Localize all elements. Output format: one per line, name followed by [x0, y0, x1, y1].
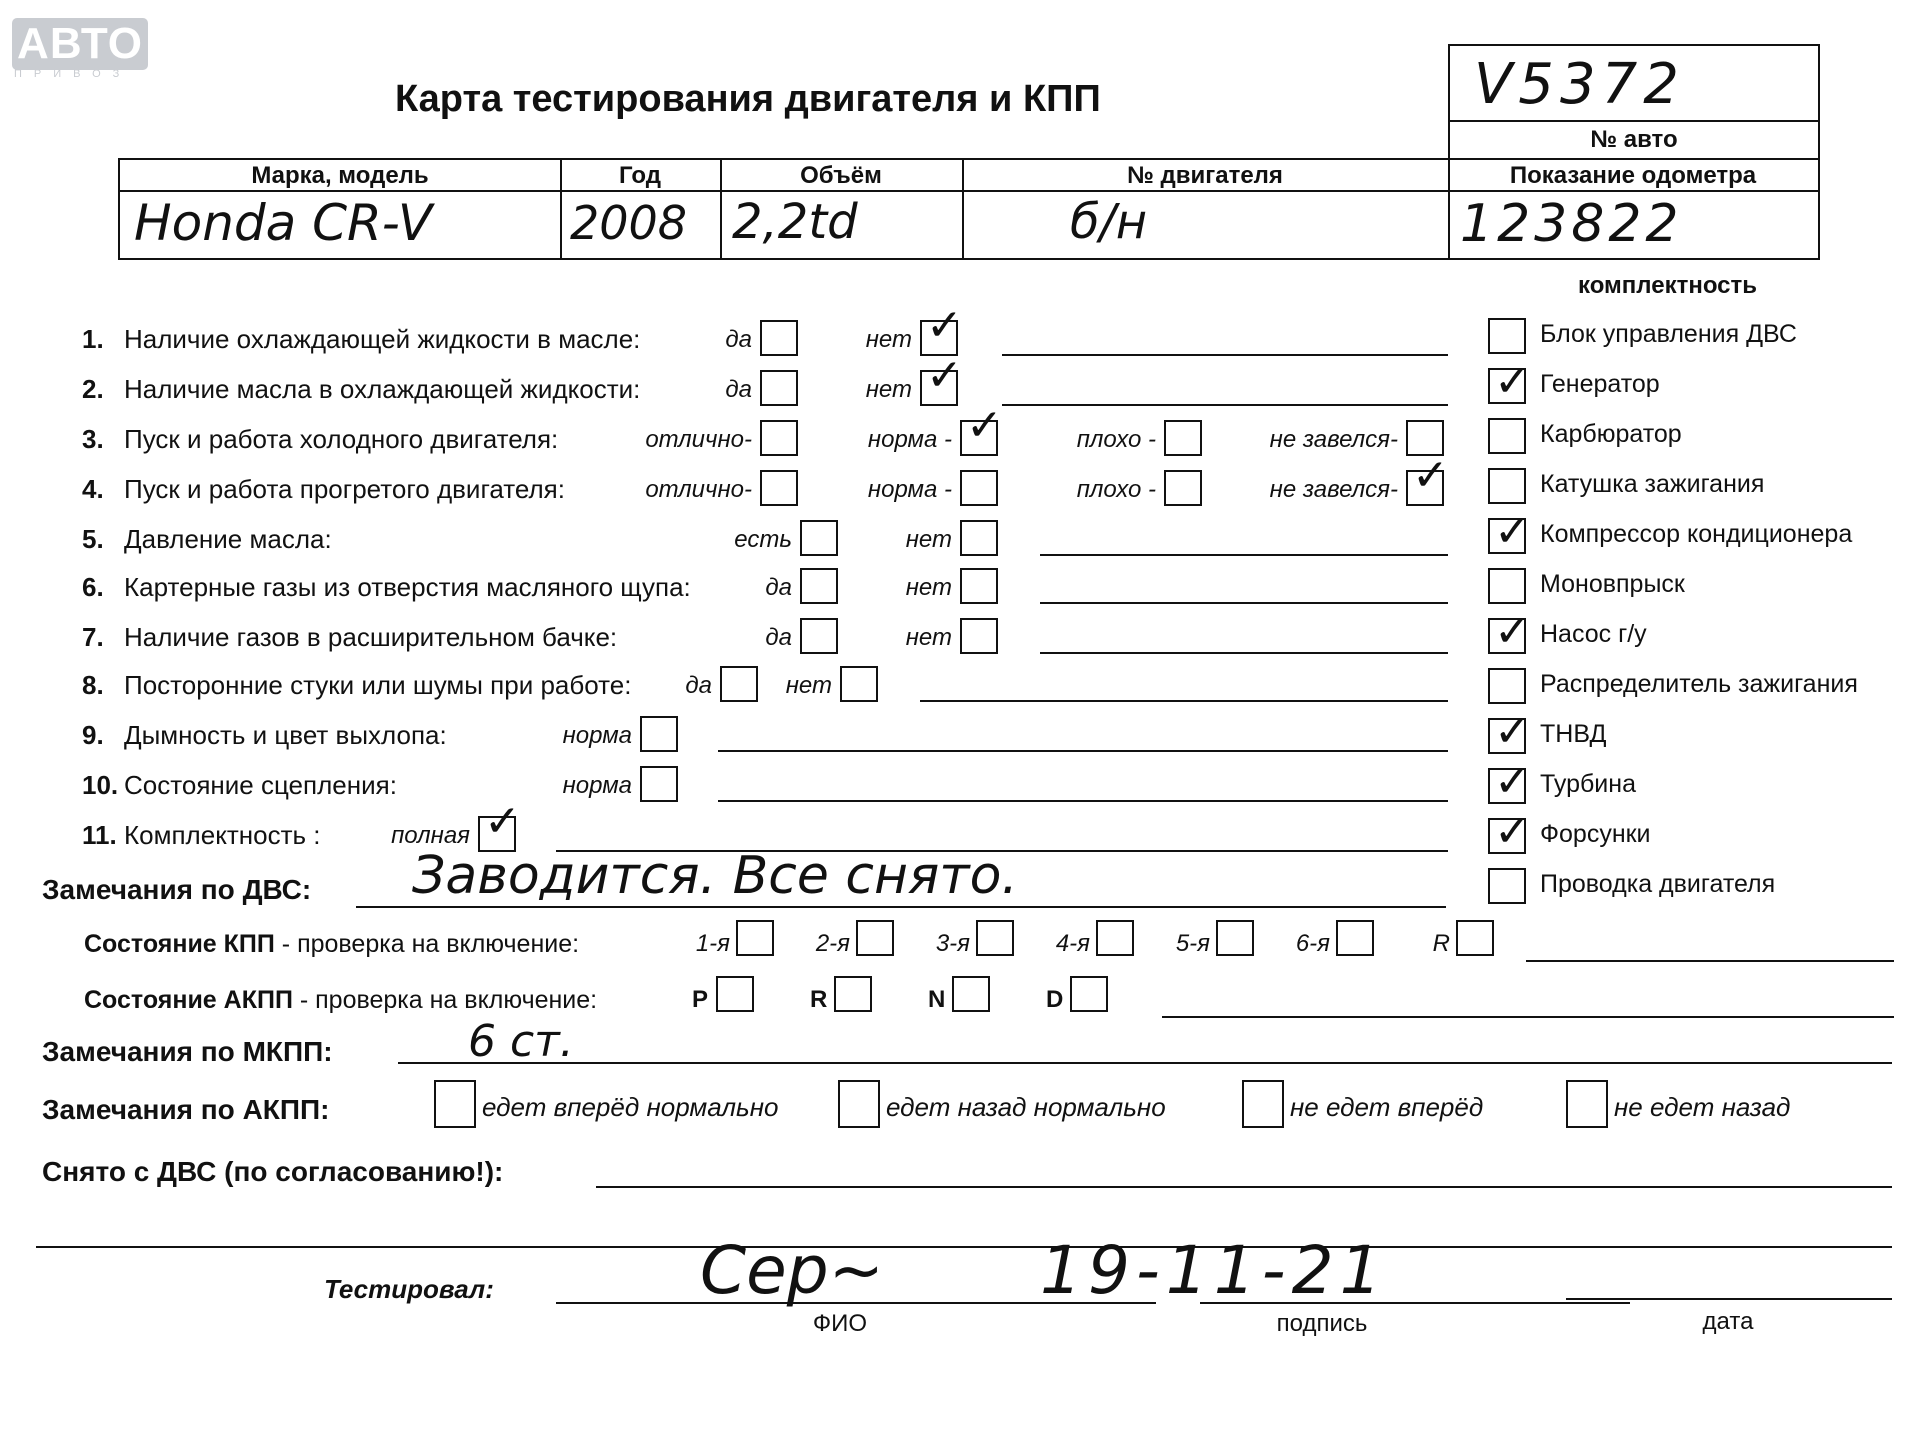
mkpp-notes-label: Замечания по МКПП:: [42, 1036, 333, 1067]
akpp-mode-label: P: [692, 986, 709, 1013]
check-mark-icon: ✓: [926, 300, 963, 351]
option-checkbox[interactable]: [840, 666, 878, 702]
date-line: [1566, 1298, 1892, 1300]
option-checkbox[interactable]: [1164, 420, 1202, 456]
year-header: Год: [619, 162, 661, 189]
option-label: норма -: [867, 426, 952, 453]
akpp-notes-label: Замечания по АКПП:: [42, 1094, 330, 1125]
answer-line: [1002, 354, 1448, 356]
question-number: 7.: [82, 622, 104, 652]
option-label: отлично-: [645, 426, 752, 453]
engine-no-value: б/н: [1070, 194, 1148, 250]
option-label: не завелся-: [1269, 476, 1398, 503]
gear-checkbox[interactable]: [856, 920, 894, 956]
gear-checkbox[interactable]: [1216, 920, 1254, 956]
kit-item-label: Блок управления ДВС: [1540, 320, 1797, 348]
kit-checkbox[interactable]: [1488, 568, 1526, 604]
option-checkbox[interactable]: [640, 716, 678, 752]
year-value: 2008: [570, 196, 688, 250]
question-number: 4.: [82, 474, 104, 504]
question-text: Пуск и работа холодного двигателя:: [124, 424, 559, 454]
answer-line: [1040, 602, 1448, 604]
question-text: Наличие охлаждающей жидкости в масле:: [124, 324, 641, 354]
signature-value[interactable]: Сер~: [700, 1232, 884, 1309]
akpp-mode-checkbox[interactable]: [952, 976, 990, 1012]
car-number-label: № авто: [1590, 126, 1678, 153]
akpp-label-rest: - проверка на включение:: [292, 986, 598, 1014]
odometer-value: 123822: [1460, 194, 1683, 254]
answer-line: [1040, 652, 1448, 654]
check-mark-icon: ✓: [1494, 606, 1531, 657]
kit-title: комплектность: [1578, 272, 1758, 299]
answer-line: [920, 700, 1448, 702]
engine-notes-line: [356, 906, 1446, 908]
option-checkbox[interactable]: [960, 618, 998, 654]
question-text: Посторонние стуки или шумы при работе:: [124, 670, 632, 700]
car-number-box: [1448, 44, 1820, 160]
akpp-note-checkbox[interactable]: [1566, 1080, 1608, 1128]
option-label: нет: [865, 376, 912, 403]
kit-item-label: ТНВД: [1540, 720, 1607, 748]
option-label: норма: [562, 722, 632, 749]
engine-notes-label: Замечания по ДВС:: [42, 874, 312, 905]
gear-label: R: [1432, 930, 1450, 957]
gear-checkbox[interactable]: [1336, 920, 1374, 956]
gear-label: 5-я: [1175, 930, 1210, 957]
option-checkbox[interactable]: [1406, 450, 1449, 506]
mkpp-notes-value[interactable]: 6 ст.: [468, 1016, 574, 1067]
question-text: Пуск и работа прогретого двигателя:: [124, 474, 565, 504]
option-label: да: [725, 326, 752, 353]
question-text: Состояние сцепления:: [124, 770, 397, 800]
option-label: полная: [391, 822, 470, 849]
option-label: норма -: [867, 476, 952, 503]
question-number: 2.: [82, 374, 104, 404]
akpp-line: [1162, 1016, 1894, 1018]
caption-name: ФИО: [812, 1310, 868, 1337]
option-checkbox[interactable]: [920, 350, 963, 406]
brand-logo-subtitle: ПРИВОЗ: [14, 68, 132, 80]
kit-item-label: Генератор: [1540, 370, 1660, 398]
engine-no-header: № двигателя: [1127, 162, 1283, 189]
option-label: нет: [905, 624, 952, 651]
option-label: нет: [865, 326, 912, 353]
kit-item-label: Турбина: [1540, 770, 1636, 798]
caption-sign: подпись: [1276, 1310, 1368, 1337]
make-model-value: Honda CR-V: [134, 194, 433, 252]
caption-date: дата: [1702, 1308, 1754, 1335]
kit-checkbox[interactable]: [1488, 418, 1526, 454]
odometer-header: Показание одометра: [1509, 162, 1757, 189]
check-mark-icon: ✓: [1494, 806, 1531, 857]
kpp-label-bold: Состояние КПП: [84, 930, 275, 958]
akpp-note-label: не едет назад: [1614, 1092, 1791, 1122]
akpp-mode-checkbox[interactable]: [834, 976, 872, 1012]
check-mark-icon: ✓: [484, 796, 521, 847]
date-value[interactable]: 19-11-21: [1040, 1232, 1388, 1309]
gear-label: 6-я: [1295, 930, 1330, 957]
check-mark-icon: ✓: [1494, 706, 1531, 757]
gear-label: 1-я: [695, 930, 730, 957]
option-label: отлично-: [645, 476, 752, 503]
option-checkbox[interactable]: [960, 400, 1003, 456]
question-text: Дымность и цвет выхлопа:: [124, 720, 447, 750]
akpp-label-bold: Состояние АКПП: [84, 986, 293, 1014]
akpp-mode-label: R: [810, 986, 828, 1013]
car-number-value: V5372: [1474, 52, 1685, 117]
kit-checkbox[interactable]: [1488, 506, 1531, 557]
check-mark-icon: ✓: [1494, 506, 1531, 557]
gear-checkbox[interactable]: [736, 920, 774, 956]
option-label: нет: [905, 526, 952, 553]
kit-checkbox[interactable]: [1488, 606, 1531, 657]
option-label: да: [765, 624, 792, 651]
question-text: Комплектность :: [124, 820, 321, 850]
kit-item-label: Форсунки: [1540, 820, 1651, 848]
question-number: 8.: [82, 670, 104, 700]
question-number: 5.: [82, 524, 104, 554]
gear-checkbox[interactable]: [976, 920, 1014, 956]
removed-label: Снято с ДВС (по согласованию!):: [42, 1156, 504, 1187]
question-number: 1.: [82, 324, 104, 354]
question-number: 11.: [82, 820, 117, 850]
kit-item-label: Моновпрыск: [1540, 570, 1685, 598]
answer-line: [1002, 404, 1448, 406]
answer-line: [1040, 554, 1448, 556]
akpp-note-checkbox[interactable]: [434, 1080, 476, 1128]
option-label: да: [765, 574, 792, 601]
kit-checkbox[interactable]: [1488, 468, 1526, 504]
kit-checkbox[interactable]: [1488, 806, 1531, 857]
check-mark-icon: ✓: [1494, 356, 1531, 407]
engine-notes-value[interactable]: Заводится. Все снято.: [412, 846, 1018, 906]
question-number: 3.: [82, 424, 104, 454]
question-number: 6.: [82, 572, 104, 602]
option-label: плохо -: [1076, 476, 1156, 503]
kit-item-label: Проводка двигателя: [1540, 870, 1776, 898]
kit-checkbox[interactable]: [1488, 356, 1531, 407]
option-checkbox[interactable]: [960, 568, 998, 604]
option-label: нет: [905, 574, 952, 601]
akpp-mode-checkbox[interactable]: [1070, 976, 1108, 1012]
tested-label: Тестировал:: [324, 1274, 494, 1304]
kpp-label: [84, 930, 579, 959]
question-text: Наличие масла в охлаждающей жидкости:: [124, 374, 641, 404]
removed-line: [596, 1186, 1892, 1188]
kpp-label-rest: - проверка на включение:: [274, 930, 580, 958]
option-label: нет: [785, 672, 832, 699]
header-table: [118, 158, 1820, 260]
option-checkbox[interactable]: [960, 520, 998, 556]
question-number: 10.: [82, 770, 119, 800]
kit-item-label: Катушка зажигания: [1540, 470, 1765, 498]
kit-item-label: Карбюратор: [1540, 420, 1682, 448]
option-label: да: [725, 376, 752, 403]
kit-checkbox[interactable]: [1488, 706, 1531, 757]
extra-line: [36, 1246, 1892, 1248]
akpp-note-label: не едет вперёд: [1290, 1092, 1484, 1122]
akpp-note-checkbox[interactable]: [1242, 1080, 1284, 1128]
kit-checkbox[interactable]: [1488, 868, 1526, 904]
check-mark-icon: ✓: [966, 400, 1003, 451]
gear-label: 4-я: [1055, 930, 1090, 957]
kit-item-label: Насос г/у: [1540, 620, 1647, 648]
check-mark-icon: ✓: [1412, 450, 1449, 501]
akpp-mode-checkbox[interactable]: [716, 976, 754, 1012]
akpp-mode-label: D: [1046, 986, 1064, 1013]
akpp-mode-label: N: [928, 986, 946, 1013]
question-text: Давление масла:: [124, 524, 332, 554]
kpp-line: [1526, 960, 1894, 962]
gear-checkbox[interactable]: [1456, 920, 1494, 956]
kit-checkbox[interactable]: [1488, 756, 1531, 807]
volume-header: Объём: [800, 162, 882, 189]
option-label: не завелся-: [1269, 426, 1398, 453]
kit-item-label: Компрессор кондиционера: [1540, 520, 1853, 548]
option-checkbox[interactable]: [760, 470, 798, 506]
akpp-note-checkbox[interactable]: [838, 1080, 880, 1128]
option-checkbox[interactable]: [640, 766, 678, 802]
kit-item-label: Распределитель зажигания: [1540, 670, 1858, 698]
akpp-label: [84, 986, 597, 1015]
gear-checkbox[interactable]: [1096, 920, 1134, 956]
akpp-note-label: едет назад нормально: [886, 1092, 1166, 1122]
page-title: Карта тестирования двигателя и КПП: [395, 78, 1101, 120]
kit-checkbox[interactable]: [1488, 668, 1526, 704]
mkpp-notes-line: [398, 1062, 1892, 1064]
kit-checkbox[interactable]: [1488, 318, 1526, 354]
check-mark-icon: ✓: [1494, 756, 1531, 807]
brand-logo: АВТО: [12, 18, 148, 70]
akpp-note-label: едет вперёд нормально: [482, 1092, 779, 1122]
option-checkbox[interactable]: [1164, 470, 1202, 506]
gear-label: 3-я: [935, 930, 970, 957]
option-label: есть: [734, 526, 792, 553]
option-checkbox[interactable]: [960, 470, 998, 506]
question-number: 9.: [82, 720, 104, 750]
option-label: да: [685, 672, 712, 699]
answer-line: [718, 800, 1448, 802]
option-label: норма: [562, 772, 632, 799]
volume-value: 2,2td: [732, 194, 858, 250]
check-mark-icon: ✓: [926, 350, 963, 401]
option-label: плохо -: [1076, 426, 1156, 453]
question-text: Картерные газы из отверстия масляного щупа:: [124, 572, 691, 602]
make-model-header: Марка, модель: [251, 162, 429, 189]
gear-label: 2-я: [815, 930, 850, 957]
answer-line: [718, 750, 1448, 752]
option-checkbox[interactable]: [760, 420, 798, 456]
question-text: Наличие газов в расширительном бачке:: [124, 622, 618, 652]
